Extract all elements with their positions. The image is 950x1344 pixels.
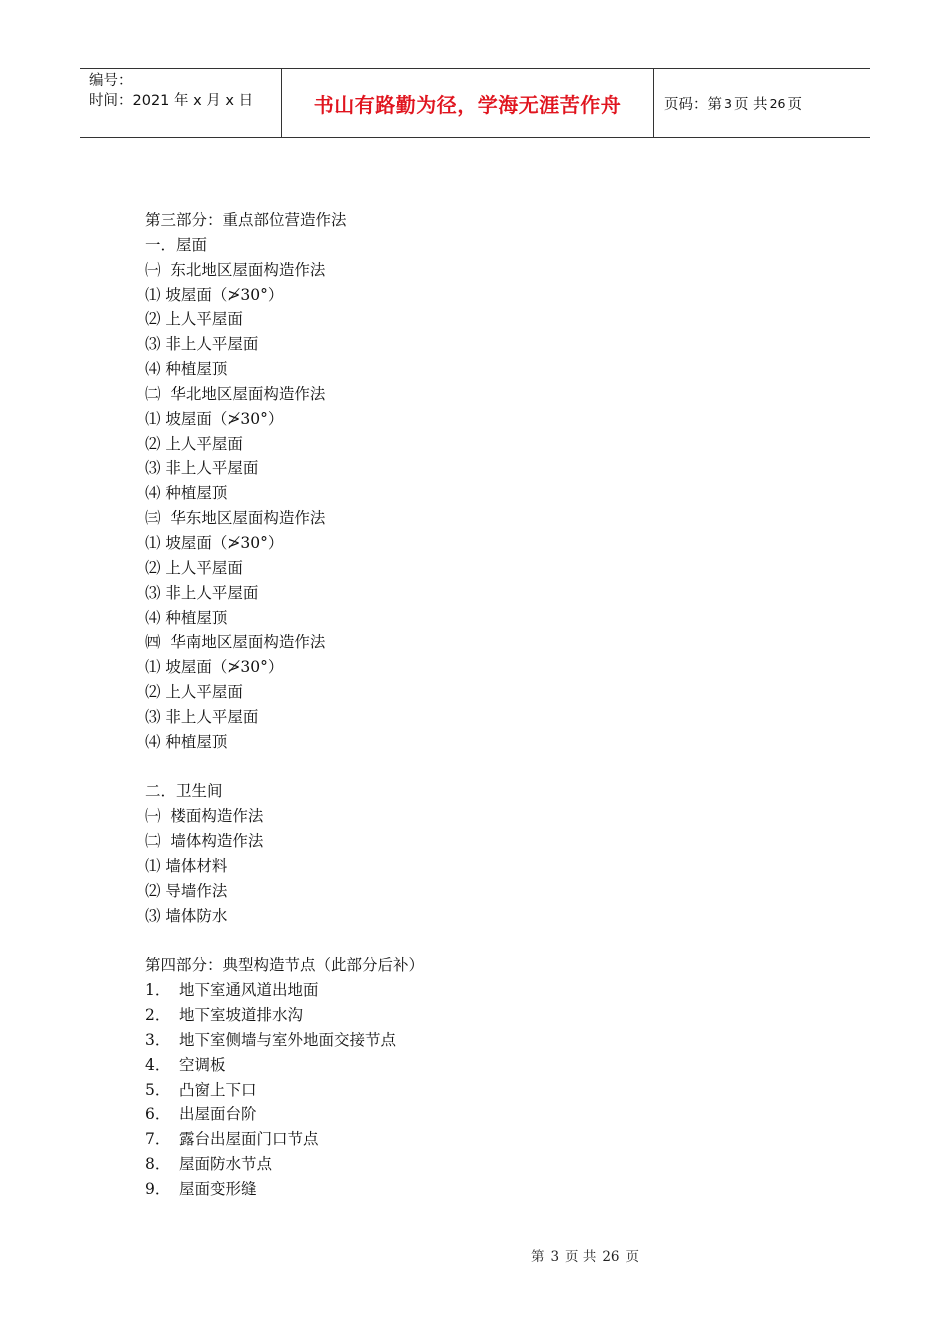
- list-item: ⑵ 上人平屋面: [145, 683, 243, 702]
- list-item: ⑴ 坡屋面（≯30°）: [145, 533, 284, 552]
- list-item: ⑴ 墙体材料: [145, 856, 228, 875]
- list-item: [145, 1152, 845, 1177]
- header-motto: 书山有路勤为径，学海无涯苦作舟: [281, 69, 654, 137]
- roof-region-title: ㈣ 华南地区屋面构造作法: [145, 633, 326, 652]
- item-text: 露台出屋面门口节点: [179, 1130, 319, 1149]
- section-title-part4: 第四部分：典型构造节点（此部分后补）: [145, 956, 425, 975]
- footer-page-number: 3: [550, 1249, 560, 1265]
- item-number: 1．: [145, 981, 171, 1000]
- header-page-suffix: 页: [787, 96, 802, 113]
- list-item: [145, 1102, 845, 1127]
- header-meta: [80, 69, 281, 137]
- item-number: 7．: [145, 1130, 171, 1149]
- item-number: 4．: [145, 1055, 171, 1074]
- document-id-label: 编号：: [89, 73, 133, 89]
- item-text: 屋面防水节点: [179, 1155, 273, 1174]
- list-item: ⑷ 种植屋顶: [145, 732, 228, 751]
- list-item: ⑶ 非上人平屋面: [145, 707, 259, 726]
- item-text: 地下室坡道排水沟: [179, 1006, 304, 1024]
- list-item: ⑵ 上人平屋面: [145, 310, 243, 329]
- header-page-number: 3: [724, 95, 732, 111]
- item-text: 地下室侧墙与室外地面交接节点: [179, 1030, 397, 1049]
- header-page-mid: 页 共: [733, 96, 768, 113]
- list-item: [145, 1177, 845, 1202]
- bathroom-subtitle: ㈡ 墙体构造作法: [145, 832, 264, 851]
- section-title-part3: 第三部分：重点部位营造作法: [145, 211, 347, 229]
- subsection-title-bathroom: 二．卫生间: [145, 782, 223, 801]
- header-page-total: 26: [769, 95, 786, 111]
- item-text: 空调板: [179, 1055, 226, 1074]
- item-text: 屋面变形缝: [179, 1179, 257, 1198]
- item-text: 凸窗上下口: [179, 1080, 257, 1099]
- list-item: ⑶ 非上人平屋面: [145, 583, 259, 602]
- list-item: [145, 1053, 845, 1078]
- list-item: ⑶ 非上人平屋面: [145, 459, 259, 478]
- item-text: 地下室通风道出地面: [179, 981, 319, 1000]
- item-text: 出屋面台阶: [179, 1105, 257, 1124]
- subsection-title-roof: 一．屋面: [145, 235, 208, 254]
- page-header: [80, 68, 870, 138]
- list-item: ⑴ 坡屋面（≯30°）: [145, 658, 284, 677]
- item-number: 3．: [145, 1030, 171, 1049]
- list-item: [145, 1003, 845, 1028]
- list-item: ⑵ 导墙作法: [145, 881, 228, 900]
- spacer: [145, 755, 845, 780]
- roof-region-title: ㈠ 东北地区屋面构造作法: [145, 260, 326, 279]
- roof-region-title: ㈢ 华东地区屋面构造作法: [145, 509, 326, 528]
- document-date: 时间：2021 年 x 月 x 日: [89, 93, 254, 109]
- footer-suffix: 页: [625, 1249, 640, 1265]
- item-number: 9．: [145, 1179, 171, 1198]
- item-number: 6．: [145, 1105, 171, 1124]
- footer-mid: 页 共: [565, 1249, 597, 1265]
- footer-page-total: 26: [602, 1249, 620, 1265]
- list-item: [145, 1127, 845, 1152]
- list-item: ⑵ 上人平屋面: [145, 434, 243, 453]
- list-item: ⑷ 种植屋顶: [145, 360, 228, 379]
- list-item: ⑴ 坡屋面（≯30°）: [145, 285, 284, 304]
- spacer: [145, 928, 845, 953]
- roof-region-title: ㈡ 华北地区屋面构造作法: [145, 384, 326, 403]
- item-number: 8．: [145, 1155, 171, 1174]
- list-item: ⑶ 非上人平屋面: [145, 335, 259, 354]
- list-item: ⑶ 墙体防水: [145, 906, 228, 925]
- list-item: ⑷ 种植屋顶: [145, 484, 228, 503]
- item-number: 5．: [145, 1080, 171, 1099]
- bathroom-subtitle: ㈠ 楼面构造作法: [145, 807, 264, 826]
- document-body: [145, 208, 845, 1202]
- page-footer: [0, 1245, 950, 1265]
- list-item: [145, 1028, 845, 1053]
- list-item: ⑵ 上人平屋面: [145, 558, 243, 577]
- footer-prefix: 第: [530, 1249, 545, 1265]
- header-page-info: [654, 69, 870, 137]
- header-page-prefix: 页码：第: [664, 96, 722, 113]
- list-item: [145, 978, 845, 1003]
- item-number: 2．: [145, 1006, 171, 1024]
- list-item: [145, 1078, 845, 1103]
- list-item: ⑷ 种植屋顶: [145, 608, 228, 627]
- list-item: ⑴ 坡屋面（≯30°）: [145, 409, 284, 428]
